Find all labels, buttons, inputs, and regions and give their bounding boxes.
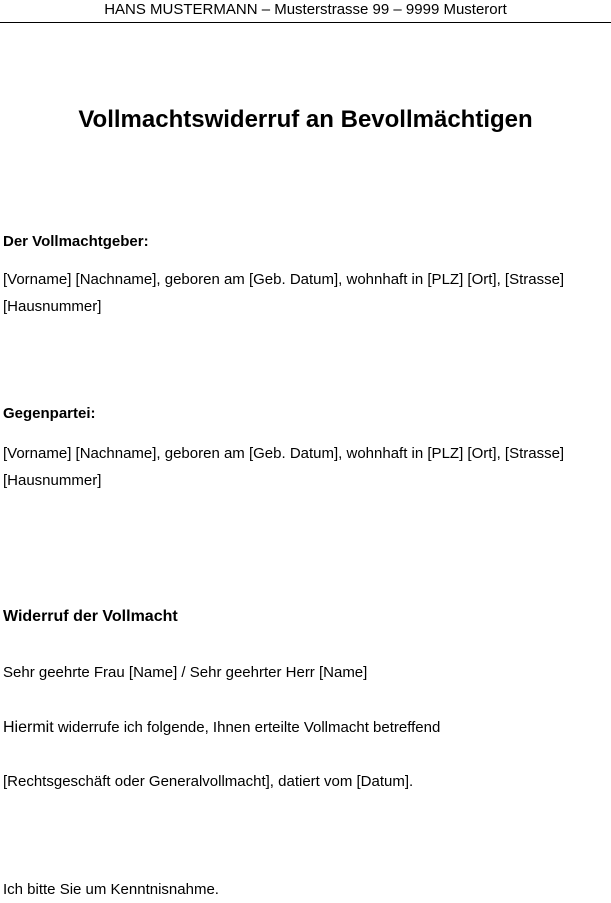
revocation-heading: Widerruf der Vollmacht [3, 608, 178, 625]
closing-sentence: Ich bitte Sie um Kenntnisnahme. [3, 881, 219, 898]
document-title: Vollmachtswiderruf an Bevollmächtigen [78, 106, 533, 133]
grantor-label: Der Vollmachtgeber: [3, 233, 149, 250]
revocation-body-text: widerrufe ich folgende, Ihnen erteilte Vollmacht betreffend [53, 719, 441, 736]
grantor-details: [Vorname] [Nachname], geboren am [Geb. Datum], wohnhaft in [PLZ] [Ort], [Strasse] [Hausnummer] [3, 271, 565, 315]
counterparty-label: Gegenpartei: [3, 405, 96, 422]
revocation-body-line-2: [Rechtsgeschäft oder Generalvollmacht], datiert vom [Datum]. [3, 773, 414, 790]
revocation-body-line-1 [3, 714, 583, 741]
counterparty-details: [Vorname] [Nachname], geboren am [Geb. Datum], wohnhaft in [PLZ] [Ort], [Strasse] [Hausnummer] [3, 445, 565, 489]
revocation-lead-word: Hiermit [3, 719, 54, 736]
salutation: Sehr geehrte Frau [Name] / Sehr geehrter Herr [Name] [3, 664, 368, 681]
letterhead-header [0, 0, 611, 23]
letterhead-text: HANS MUSTERMANN – Musterstrasse 99 – 9999 Musterort [104, 1, 507, 18]
